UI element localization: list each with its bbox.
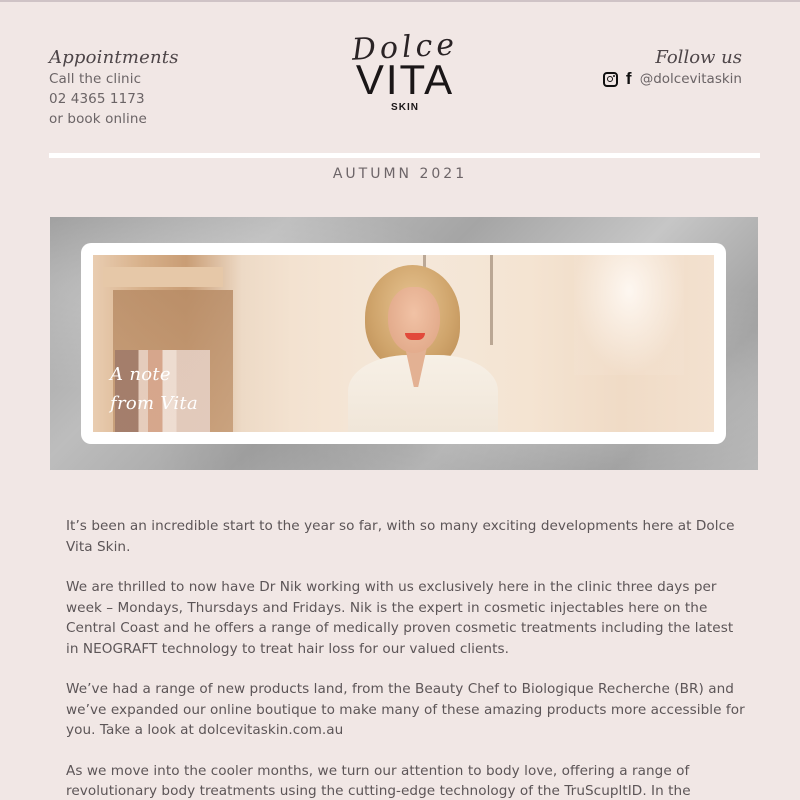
shelf-decor [103,267,223,287]
facebook-icon[interactable]: f [625,69,632,88]
letter-body [66,516,746,800]
newsletter-header [0,0,800,160]
header-divider [49,153,760,158]
appointments-block [49,47,179,129]
book-online-link[interactable]: or book online [49,111,147,127]
logo-main: VITA [355,56,455,103]
logo-script: Dolce [350,27,459,68]
banner-caption [110,360,198,418]
follow-us-title: Follow us [655,47,742,68]
paragraph: We’ve had a range of new products land, from the Beauty Chef to Biologique Recherche (BR) and we’ve expanded our online boutique to make many of these amazing products more accessible for you. Take a look at dolcevitaskin.com.au [66,681,745,738]
instagram-icon[interactable] [603,72,618,87]
portrait-body [348,355,498,432]
logo-sub: SKIN [391,102,419,113]
dolce-vita-logo[interactable] [330,27,480,132]
paragraph: It’s been an incredible start to the year so far, with so many exciting developments here at Dolce Vita Skin. [66,518,735,555]
hero-banner [50,217,758,470]
photo-frame [81,243,726,444]
caption-line: A note [110,364,171,385]
portrait-face [388,287,440,353]
phone-number-link[interactable]: 02 4365 1173 [49,91,145,107]
social-row [603,70,742,88]
edition-label: AUTUMN 2021 [332,166,468,182]
hero-photo [93,255,714,432]
social-handle-link[interactable]: @dolcevitaskin [639,71,742,87]
appointments-title: Appointments [49,47,179,68]
paragraph: As we move into the cooler months, we turn our attention to body love, offering a range of revolutionary body treatments using the cutting-edge technology of the TruScupltID. In the [66,762,691,799]
paragraph: We are thrilled to now have Dr Nik working with us exclusively here in the clinic three days per week – Mondays, Thursdays and Fridays. Nik is the expert in cosmetic injectables here on the Central Coast and he offers a range of medically proven cosmetic treatments including the latest in NEOGRAFT technology to treat hair loss for our valued clients. [66,579,734,657]
caption-line: from Vita [110,393,198,414]
pendant-lamp [574,255,684,375]
call-clinic-text: Call the clinic [49,71,142,87]
follow-us-block [603,47,742,88]
